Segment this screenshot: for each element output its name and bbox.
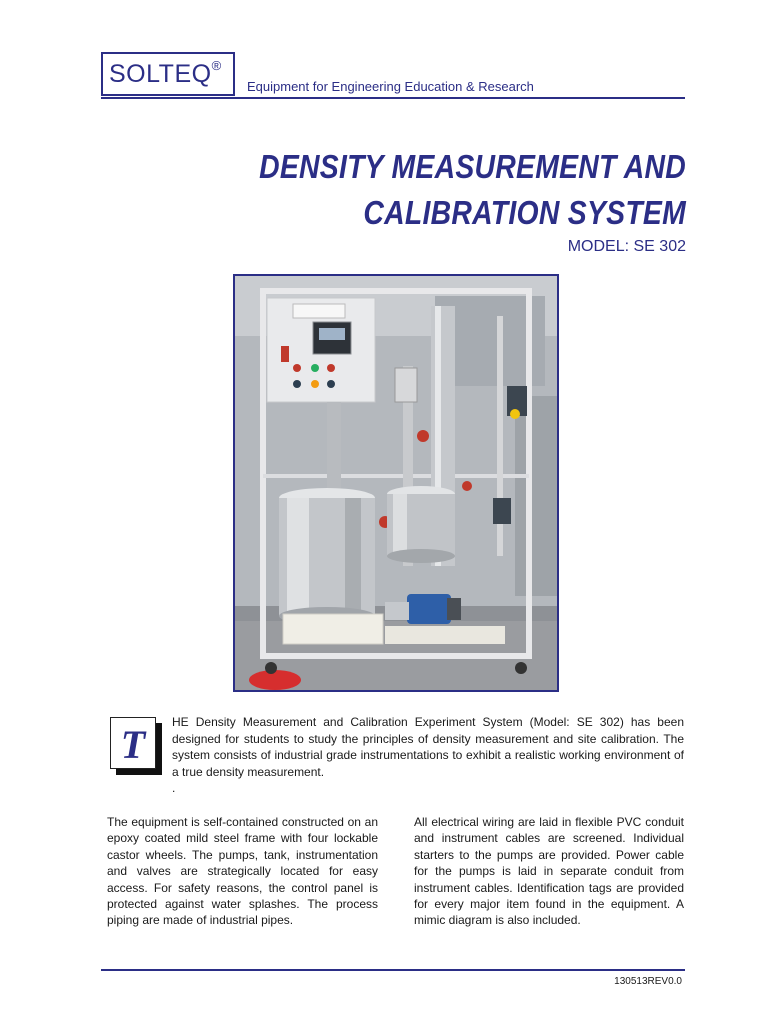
logo-text: SOLTEQ <box>109 60 212 88</box>
drop-cap <box>110 717 156 769</box>
equipment-photo <box>233 274 559 692</box>
tagline: Equipment for Engineering Education & Research <box>247 79 534 94</box>
logo-box <box>101 52 235 96</box>
document-reference: 130513REV0.0 <box>614 976 682 987</box>
body-column-left: The equipment is self-contained constructed on an epoxy coated mild steel frame with four lockable castor wheels. The pumps, tank, instrumentation and valves are strategically located for easy access. For safety reasons, the control panel is protected against water splashes. The process piping are made of industrial pipes. <box>107 815 378 928</box>
logo <box>109 57 222 89</box>
drop-cap-letter: T <box>120 722 146 767</box>
header-divider <box>101 97 685 99</box>
model-number: MODEL: SE 302 <box>567 238 686 255</box>
equipment-illustration <box>235 276 557 690</box>
body-column-right: All electrical wiring are laid in flexible PVC conduit and instrument cables are screened. Individual starters to the pumps are provided. Power cable for the pumps is laid in separate conduit from instrument cables. Identification tags are provided for every major item found in the equipment. A mimic diagram is also included. <box>414 815 684 928</box>
page-title <box>239 144 686 236</box>
footer-divider <box>101 969 685 971</box>
intro-paragraph: HE Density Measurement and Calibration Experiment System (Model: SE 302) has been designed for students to study the principles of density measurement and site calibration. The system consists of industrial grade instrumentations to exhibit a realistic working environment of a true density measurement. <box>172 715 684 779</box>
title-line-1: DENSITY MEASUREMENT AND <box>259 148 686 185</box>
title-line-2: CALIBRATION SYSTEM <box>363 194 686 231</box>
intro-trailing-dot: . <box>172 781 176 795</box>
registered-mark: ® <box>211 57 222 73</box>
